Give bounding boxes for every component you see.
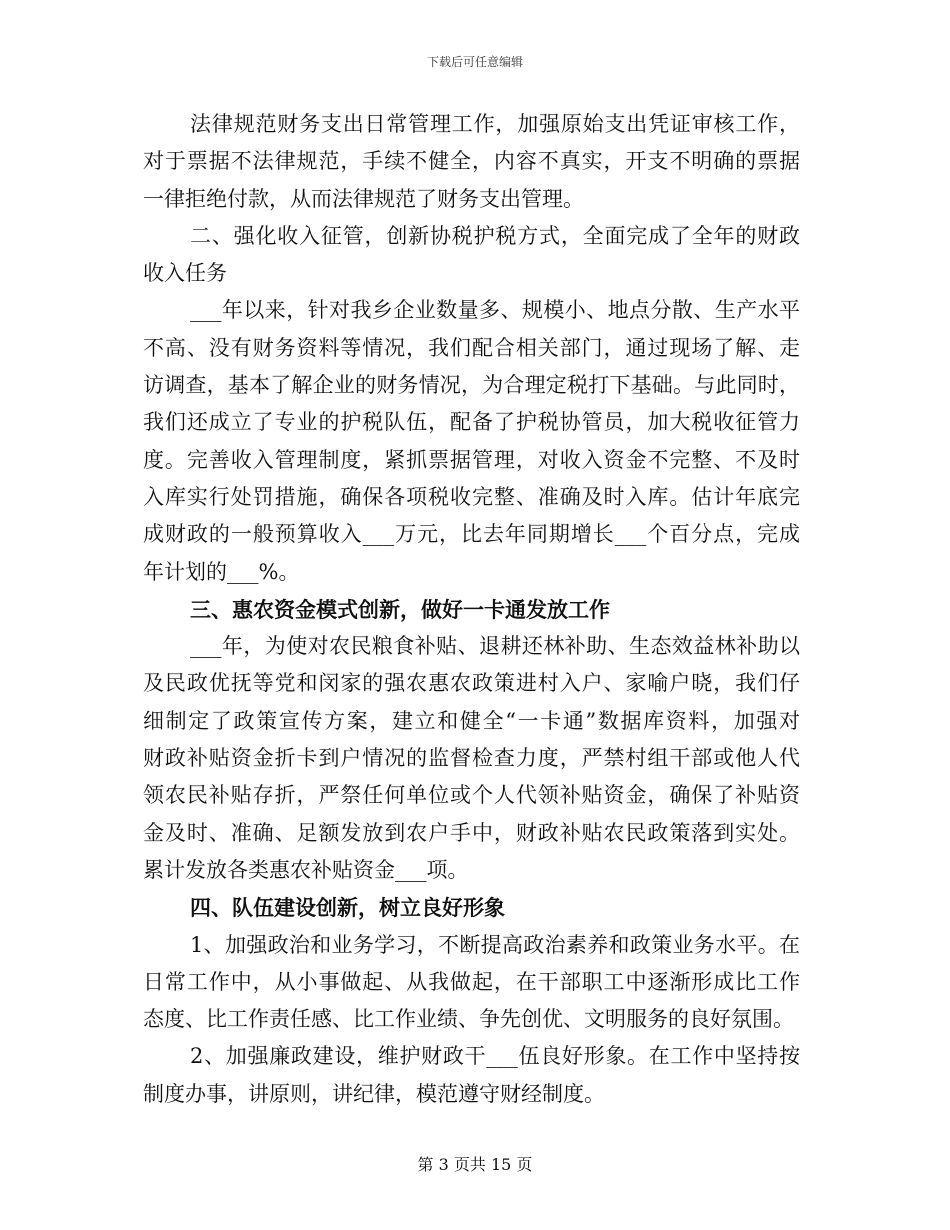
paragraph-line: 二、强化收入征管，创新协税护税方式，全面完成了全年的财政 xyxy=(190,223,800,248)
paragraph-line: 态度、比工作责任感、比工作业绩、争先创优、文明服务的良好氛围。 xyxy=(143,1007,794,1032)
section-heading-text: 四、队伍建设创新，树立良好形象 xyxy=(190,895,505,921)
paragraph-line: 金及时、准确、足额发放到农户手中，财政补贴农民政策落到实处。 xyxy=(143,820,800,845)
paragraph-line: 成财政的一般预算收入___万元，比去年同期增长___个百分点，完成 xyxy=(143,522,800,547)
section-heading xyxy=(143,591,800,628)
paragraph xyxy=(143,218,800,293)
paragraph xyxy=(143,1038,800,1113)
paragraph-line: 1、加强政治和业务学习，不断提高政治素养和政策业务水平。在 xyxy=(190,932,800,957)
paragraph-line: ___年，为使对农民粮食补贴、退耕还林补助、生态效益林补助以 xyxy=(190,634,800,659)
paragraph-line: ___年以来，针对我乡企业数量多、规模小、地点分散、生产水平 xyxy=(190,298,800,323)
paragraph-line: 财政补贴资金折卡到户情况的监督检查力度，严禁村组干部或他人代 xyxy=(143,746,800,771)
document-body xyxy=(143,106,800,1113)
paragraph-line: 领农民补贴存折，严祭任何单位或个人代领补贴资金，确保了补贴资 xyxy=(143,783,800,808)
paragraph xyxy=(143,927,800,1039)
paragraph-line: 法律规范财务支出日常管理工作，加强原始支出凭证审核工作， xyxy=(190,112,800,136)
paragraph-line: 细制定了政策宣传方案，建立和健全“一卡通”数据库资料，加强对 xyxy=(143,708,800,733)
paragraph-line: 日常工作中，从小事做起、从我做起，在干部职工中逐渐形成比工作 xyxy=(143,969,800,994)
paragraph-line: 2、加强廉政建设，维护财政干___伍良好形象。在工作中坚持按 xyxy=(190,1044,800,1069)
paragraph-line: 度。完善收入管理制度，紧抓票据管理，对收入资金不完整、不及时 xyxy=(143,447,800,472)
paragraph-line: 不高、没有财务资料等情况，我们配合相关部门，通过现场了解、走 xyxy=(143,335,800,360)
paragraph xyxy=(143,292,800,590)
section-heading xyxy=(143,889,800,926)
paragraph-line: 收入任务 xyxy=(143,261,227,286)
paragraph-line: 年计划的___%。 xyxy=(143,559,300,584)
paragraph-line: 访调查，基本了解企业的财务情况，为合理定税打下基础。与此同时， xyxy=(143,373,800,398)
paragraph-line: 制度办事，讲原则，讲纪律，模范遵守财经制度。 xyxy=(143,1081,605,1106)
header-note: 下载后可任意编辑 xyxy=(426,55,523,69)
paragraph xyxy=(143,628,800,889)
paragraph-line: 对于票据不法律规范，手续不健全，内容不真实，开支不明确的票据 xyxy=(143,149,800,174)
paragraph xyxy=(143,106,800,218)
paragraph-line: 一律拒绝付款，从而法律规范了财务支出管理。 xyxy=(143,186,584,211)
paragraph-line: 入库实行处罚措施，确保各项税收完整、准确及时入库。估计年底完 xyxy=(143,484,800,509)
paragraph-line: 及民政优抚等党和闵家的强农惠农政策进村入户、家喻户晓，我们仔 xyxy=(143,671,800,696)
paragraph-line: 累计发放各类惠农补贴资金___项。 xyxy=(143,857,469,882)
section-heading-text: 三、惠农资金模式创新，做好一卡通发放工作 xyxy=(190,596,610,622)
page-number: 第 3 页共 15 页 xyxy=(417,1155,533,1174)
paragraph-line: 我们还成立了专业的护税队伍，配备了护税协管员，加大税收征管力 xyxy=(143,410,800,435)
